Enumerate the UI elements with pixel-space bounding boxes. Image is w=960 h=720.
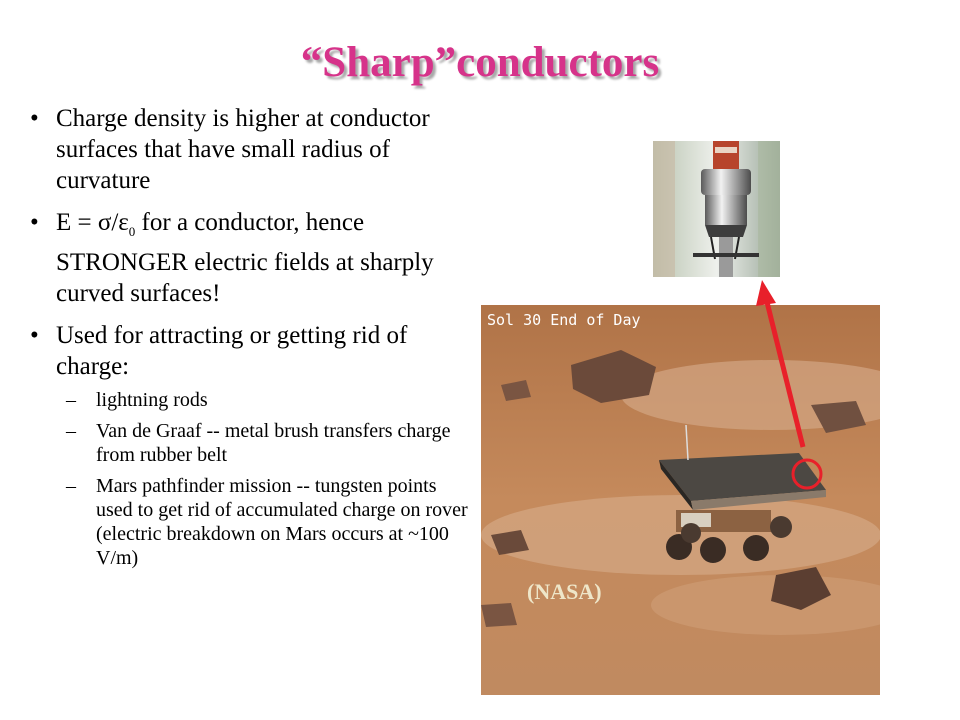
bullet-text: Used for attracting or getting rid of charge: [56,322,408,380]
bullet-text: for a conductor, hence STRONGER electric fields at sharply curved surfaces! [56,209,434,307]
sub-bullet-mars-pathfinder: – Mars pathfinder mission -- tungsten points used to get rid of accumulated charge on rover (electric breakdown on Mars occurs at ~100 V/m) [56,474,478,570]
pointer-arrow-shaft [766,298,803,447]
image-credit: (NASA) [527,579,602,604]
pointer-arrow-head [756,280,776,306]
formula-text: E = σ/ε [56,209,129,236]
image-stamp: Sol 30 End of Day [487,311,641,329]
sub-bullet-lightning-rods: – lightning rods [56,388,478,412]
formula-subscript: 0 [128,224,136,239]
slide-title-text: “Sharp”conductors [300,39,660,86]
bullet-text: Charge density is higher at conductor surfaces that have small radius of curvature [56,105,430,194]
sub-bullet-van-de-graaf: – Van de Graaf -- metal brush transfers charge from rubber belt [56,419,478,467]
highlight-circle [793,460,821,488]
